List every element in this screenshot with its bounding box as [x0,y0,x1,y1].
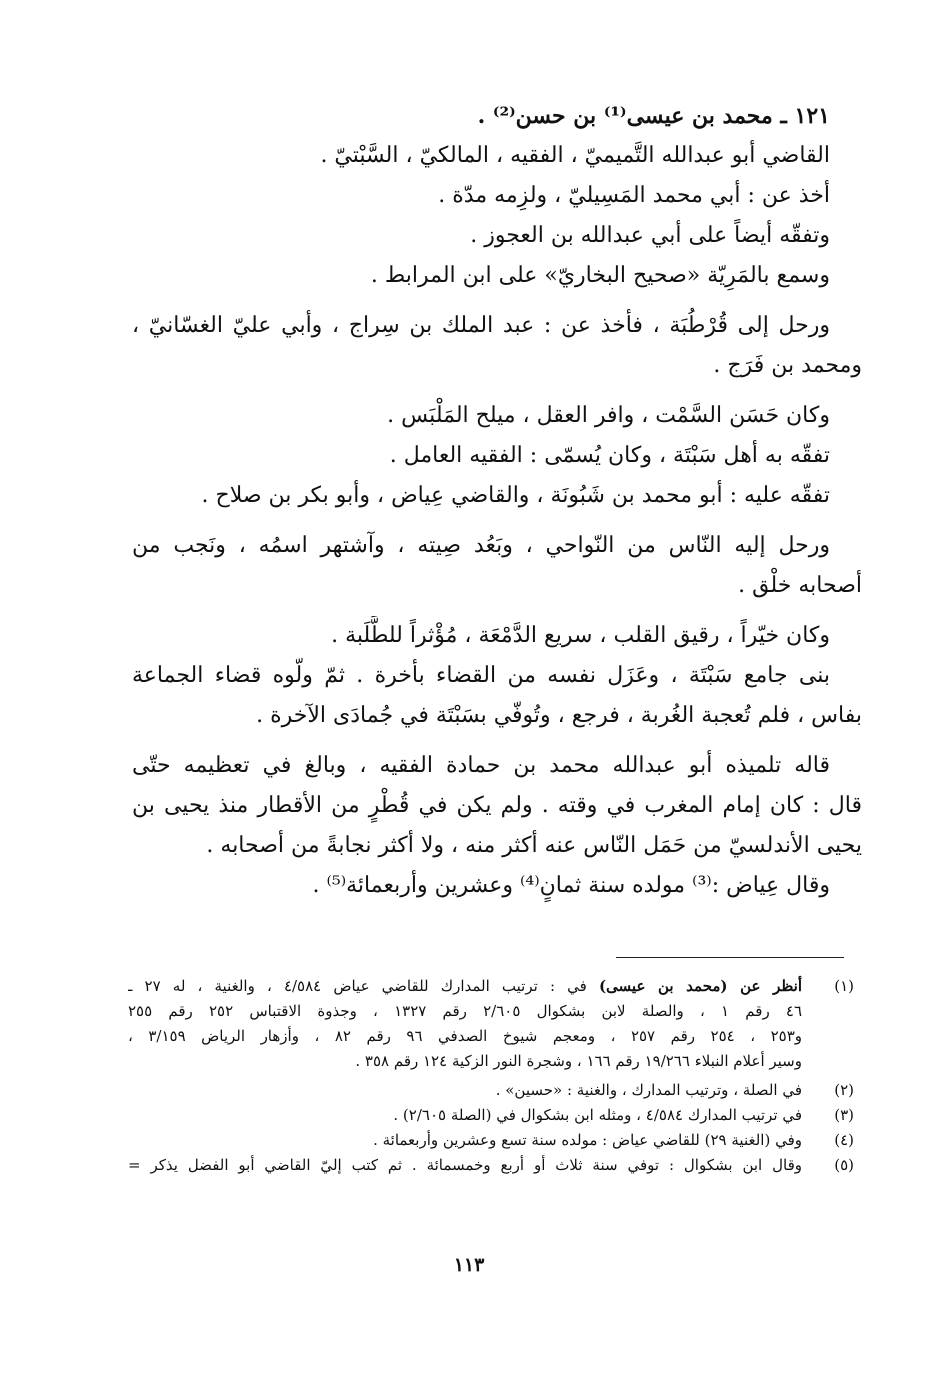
text-line: ورحل إليه النّاس من النّواحي ، وبَعُد صِيته ، وآشتهر اسمُه ، ونَجب من [132,533,830,558]
footnote-number: (١) [834,977,854,995]
text-line: وسمع بالمَرِيّة «صحيح البخاريّ» على ابن المرابط . [370,263,830,288]
footnote-text [128,1153,802,1178]
text-line: وتفقّه أيضاً على أبي عبدالله بن العجوز . [470,223,830,248]
footnote-line: وسير أعلام النبلاء ١٩/٢٦٦ رقم ١٦٦ ، وشجرة النور الزكية ١٢٤ رقم ٣٥٨ . [355,1052,802,1070]
footnote-number: (٥) [834,1156,854,1174]
footnote-text [128,1103,802,1128]
text-line: بنى جامع سَبْتَة ، وعَزَل نفسه من القضاء بأخرة . ثمّ ولّوه قضاء الجماعة [132,663,830,688]
text-line: قاله تلميذه أبو عبدالله محمد بن حمادة الفقيه ، وبالغ في تعظيمه حتّى [132,753,830,778]
footnote-line: في الصلة ، وترتيب المدارك ، والغنية : «حسين» . [495,1081,802,1099]
entry-heading: ١٢١ ـ محمد بن عيسى⁽¹⁾ بن حسن⁽²⁾ . [477,103,830,129]
text-line: أصحابه خلْق . [738,573,862,598]
page-number: ١١٣ [453,1254,485,1276]
text-line: يحيى الأندلسيّ من حَمَل النّاس عنه أكثر منه ، ولا أكثر نجابةً من أصحابه . [206,833,862,858]
main-text [132,96,862,906]
text-line: قال : كان إمام المغرب في وقته . ولم يكن في قُطْرٍ من الأقطار منذ يحيى بن [132,793,862,818]
footnote-line: وفي (الغنية ٢٩) للقاضي عياض : مولده سنة تسع وعشرين وأربعمائة . [373,1131,802,1149]
footnote-line: ٤٦ رقم ١ ، والصلة لابن بشكوال ٢/٦٠٥ رقم ١٣٢٧ ، وجذوة الاقتباس ٢٥٢ رقم ٢٥٥ [128,1002,802,1020]
footnote-1 [128,974,854,1074]
footnote-line: و٢٥٣ ، ٢٥٤ رقم ٢٥٧ ، ومعجم شيوخ الصدفي ٩٦ رقم ٨٢ ، وأزهار الرياض ٣/١٥٩ ، [128,1027,802,1045]
footnote-text [128,974,802,1074]
text-line: تفقّه عليه : أبو محمد بن شَبُونَة ، والقاضي عِياض ، وأبو بكر بن صلاح . [201,483,830,508]
footnote-line: في ترتيب المدارك ٤/٥٨٤ ، ومثله ابن بشكوال في (الصلة ٢/٦٠٥) . [393,1106,802,1124]
text-line: ورحل إلى قُرْطُبَة ، فأخذ عن : عبد الملك بن سِراج ، وأبي عليّ الغسّانيّ ، [132,313,830,338]
text-line: وقال عِياض :⁽³⁾ مولده سنة ثمانٍ⁽⁴⁾ وعشرين وأربعمائة⁽⁵⁾ . [312,873,830,898]
footnote-4 [128,1128,854,1153]
footnote-number: (٤) [834,1131,854,1149]
text-line: بفاس ، فلم تُعجبة الغُربة ، فرجع ، وتُوفّي بسَبْتَة في جُمادَى الآخرة . [256,703,862,728]
text-line: ومحمد بن فَرَج . [713,353,862,378]
footnote-line: أنظر عن (محمد بن عيسى) في : ترتيب المدارك للقاضي عياض ٤/٥٨٤ ، والغنية ، له ٢٧ ـ [128,977,802,995]
text-line: وكان خيّراً ، رقيق القلب ، سريع الدَّمْعَة ، مُؤْثراً للطَّلَبة . [331,623,830,648]
text-line: وكان حَسَن السَّمْت ، وافر العقل ، ميلح المَلْبَس . [387,403,830,428]
footnotes [128,974,854,1178]
footnote-3 [128,1103,854,1128]
footnote-number: (٣) [834,1106,854,1124]
footnote-line: وقال ابن بشكوال : توفي سنة ثلاث أو أربع وخمسمائة . ثم كتب إليّ القاضي أبو الفضل يذكر = [128,1156,802,1174]
text-line: أخذ عن : أبي محمد المَسِيليّ ، ولزِمه مدّة . [438,183,830,208]
footnote-separator [616,957,844,958]
footnote-text [128,1128,802,1153]
footnote-2 [128,1078,854,1103]
footnote-text [128,1078,802,1103]
footnote-number: (٢) [834,1081,854,1099]
footnote-lead: أنظر عن (محمد بن عيسى) [598,977,802,995]
footnote-5 [128,1153,854,1178]
text-line: تفقّه به أهل سَبْتَة ، وكان يُسمّى : الفقيه العامل . [389,443,830,468]
text-line: القاضي أبو عبدالله التَّميميّ ، الفقيه ، المالكيّ ، السَّبْتيّ . [320,143,830,168]
